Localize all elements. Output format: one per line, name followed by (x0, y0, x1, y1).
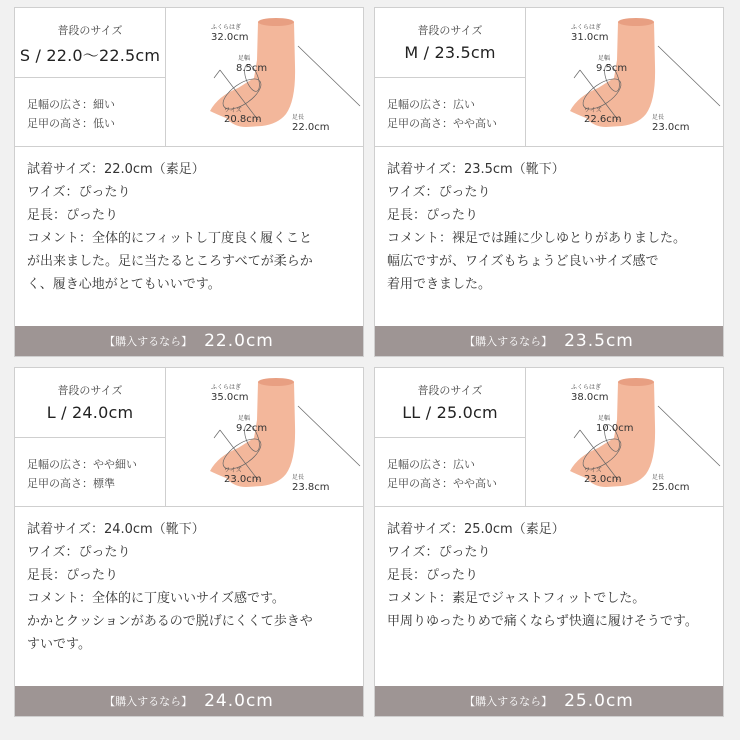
calf-value: 32.0cm (211, 32, 249, 43)
wise-value: 22.6cm (584, 114, 622, 125)
calf-label: ふくらはぎ (211, 384, 242, 391)
review-line: 足長：ぴったり (387, 208, 479, 223)
recommended-size-label: 【購入するなら】 (104, 335, 193, 348)
foot-diagram (526, 8, 723, 146)
usual-size-value: LL / 25.0cm (402, 403, 498, 422)
review-text (387, 518, 719, 633)
ankle-value: 8.5cm (236, 63, 268, 74)
recommended-size-bar (15, 326, 363, 356)
calf-value: 38.0cm (571, 392, 609, 403)
wise-value: 23.0cm (584, 474, 622, 485)
ankle-label: 足幅 (598, 415, 611, 422)
usual-size-value: S / 22.0〜22.5cm (19, 46, 161, 65)
foot-attributes (375, 78, 526, 146)
review-line: コメント：全体的にフィットし丁度良く履くこと (27, 231, 312, 246)
wise-label: ワイズ (584, 467, 602, 474)
size-review-card (14, 367, 364, 717)
review-line: 試着サイズ：22.0cm（素足） (27, 162, 205, 177)
usual-size-label: 普段のサイズ (57, 384, 123, 397)
wise-label: ワイズ (584, 107, 602, 114)
usual-size-value: M / 23.5cm (404, 43, 496, 62)
foot-width-attribute: 足幅の広さ：細い (27, 98, 115, 111)
foot-length-value: 22.0cm (292, 122, 330, 133)
usual-size-box (15, 8, 166, 78)
ankle-label: 足幅 (598, 55, 611, 62)
review-line: 試着サイズ：25.0cm（素足） (387, 522, 565, 537)
review-line: すいです。 (27, 637, 91, 652)
recommended-size-value: 24.0cm (204, 691, 274, 711)
ankle-value: 9.2cm (236, 423, 268, 434)
recommended-size-bar (375, 326, 723, 356)
review-text (27, 158, 359, 296)
foot-length-label: 足長 (292, 114, 305, 121)
foot-illustration-icon (166, 8, 363, 146)
foot-illustration-icon (526, 368, 723, 506)
review-line: かかとクッションがあるので脱げにくくて歩きや (27, 614, 313, 629)
calf-label: ふくらはぎ (211, 24, 242, 31)
calf-label: ふくらはぎ (571, 384, 602, 391)
ankle-label: 足幅 (238, 415, 251, 422)
review-text (387, 158, 719, 296)
foot-diagram (526, 368, 723, 506)
recommended-size-label: 【購入するなら】 (104, 695, 193, 708)
calf-value: 35.0cm (211, 392, 249, 403)
review-line: く、履き心地がとてもいいです。 (27, 277, 221, 292)
recommended-size-value: 23.5cm (564, 331, 634, 351)
usual-size-label: 普段のサイズ (417, 24, 483, 37)
foot-attributes (15, 78, 166, 146)
foot-length-value: 23.0cm (652, 122, 690, 133)
foot-diagram (166, 368, 363, 506)
foot-attributes (15, 438, 166, 506)
review-line: 足長：ぴったり (387, 568, 479, 583)
wise-value: 23.0cm (224, 474, 262, 485)
instep-height-attribute: 足甲の高さ：標準 (27, 477, 115, 490)
recommended-size-value: 22.0cm (204, 331, 274, 351)
foot-width-attribute: 足幅の広さ：広い (387, 98, 475, 111)
review-line: ワイズ：ぴったり (27, 185, 131, 200)
instep-height-attribute: 足甲の高さ：やや高い (387, 477, 497, 490)
foot-width-attribute: 足幅の広さ：広い (387, 458, 475, 471)
recommended-size-label: 【購入するなら】 (464, 695, 553, 708)
card-header (15, 8, 363, 147)
instep-height-attribute: 足甲の高さ：やや高い (387, 117, 497, 130)
review-line: 足長：ぴったり (27, 568, 119, 583)
size-review-card (374, 7, 724, 357)
review-line: 足長：ぴったり (27, 208, 119, 223)
usual-size-box (15, 368, 166, 438)
ankle-value: 9.5cm (596, 63, 628, 74)
card-header (375, 8, 723, 147)
calf-value: 31.0cm (571, 32, 609, 43)
usual-size-box (375, 8, 526, 78)
foot-length-label: 足長 (652, 474, 665, 481)
review-line: コメント：全体的に丁度いいサイズ感です。 (27, 591, 285, 606)
size-review-card (374, 367, 724, 717)
review-line: ワイズ：ぴったり (387, 185, 491, 200)
foot-illustration-icon (166, 368, 363, 506)
usual-size-value: L / 24.0cm (46, 403, 134, 422)
calf-label: ふくらはぎ (571, 24, 602, 31)
size-review-card (14, 7, 364, 357)
usual-size-label: 普段のサイズ (417, 384, 483, 397)
wise-label: ワイズ (224, 467, 242, 474)
review-line: 甲周りゆったりめで痛くならず快適に履けそうです。 (387, 614, 698, 629)
foot-width-attribute: 足幅の広さ：やや細い (27, 458, 137, 471)
foot-length-label: 足長 (652, 114, 665, 121)
review-line: ワイズ：ぴったり (27, 545, 131, 560)
foot-attributes (375, 438, 526, 506)
usual-size-box (375, 368, 526, 438)
recommended-size-bar (15, 686, 363, 716)
card-header (15, 368, 363, 507)
wise-value: 20.8cm (224, 114, 262, 125)
wise-label: ワイズ (224, 107, 242, 114)
review-line: コメント：素足でジャストフィットでした。 (387, 591, 646, 606)
card-header (375, 368, 723, 507)
foot-length-value: 23.8cm (292, 482, 330, 493)
review-line: コメント：裸足では踵に少しゆとりがありました。 (387, 231, 687, 246)
review-line: 試着サイズ：24.0cm（靴下） (27, 522, 205, 537)
instep-height-attribute: 足甲の高さ：低い (27, 117, 115, 130)
review-line: ワイズ：ぴったり (387, 545, 491, 560)
review-line: 試着サイズ：23.5cm（靴下） (387, 162, 565, 177)
foot-illustration-icon (526, 8, 723, 146)
ankle-label: 足幅 (238, 55, 251, 62)
foot-length-value: 25.0cm (652, 482, 690, 493)
foot-diagram (166, 8, 363, 146)
review-line: 着用できました。 (387, 277, 492, 292)
review-line: が出来ました。足に当たるところすべてが柔らか (27, 254, 313, 269)
recommended-size-bar (375, 686, 723, 716)
review-line: 幅広ですが、ワイズもちょうど良いサイズ感で (387, 254, 659, 269)
recommended-size-label: 【購入するなら】 (464, 335, 553, 348)
ankle-value: 10.0cm (596, 423, 634, 434)
usual-size-label: 普段のサイズ (57, 24, 123, 37)
recommended-size-value: 25.0cm (564, 691, 634, 711)
review-text (27, 518, 359, 656)
foot-length-label: 足長 (292, 474, 305, 481)
